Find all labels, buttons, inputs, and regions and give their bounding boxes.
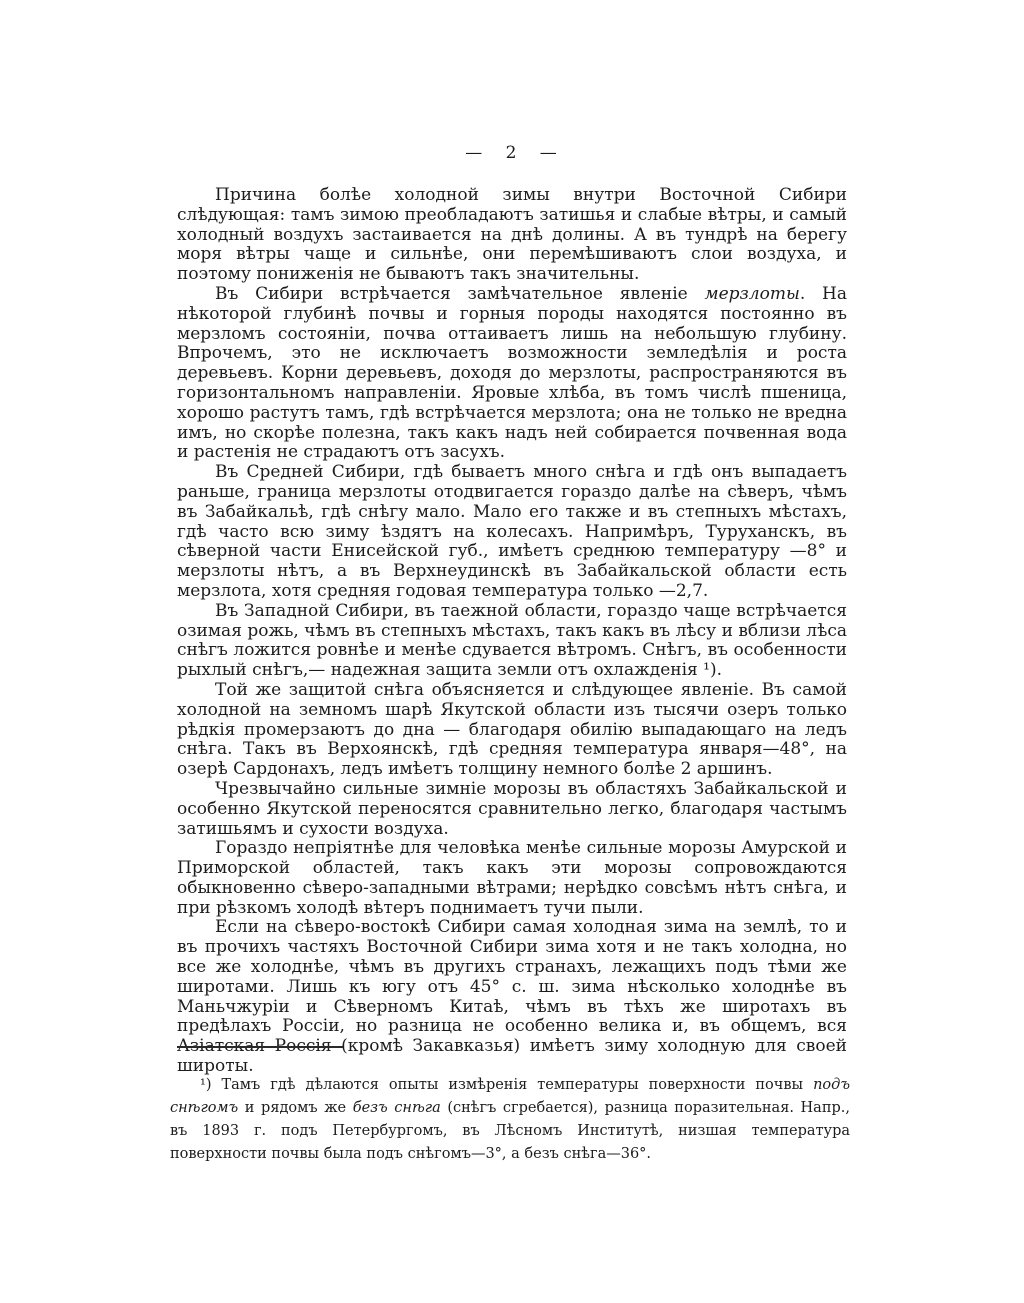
page-number: — 2 — [465, 143, 559, 163]
footnote [170, 1074, 850, 1166]
paragraph [177, 602, 847, 681]
paragraph [177, 186, 847, 285]
text-segment: Причина болѣе холодной зимы внутри Восточной Сибири слѣдующая: тамъ зимою преобладаютъ затишья и слабые вѣтры, и самый холодный воздухъ застаивается на днѣ долины. А въ тундрѣ на берегу моря вѣтры чаще и сильнѣе, они перемѣшиваютъ слои воздуха, и поэтому пониженія не бываютъ такъ значительны. [177, 185, 847, 285]
text-segment: Въ Сибири встрѣчается замѣчательное явленіе [215, 283, 705, 304]
text-segment: Въ Средней Сибири, гдѣ бываетъ много снѣга и гдѣ онъ выпадаетъ раньше, граница мерзлоты отодвигается гораздо далѣе на сѣверъ, чѣмъ въ Забайкальѣ, гдѣ снѣгу мало. Мало его также и въ степныхъ мѣстахъ, гдѣ часто всю зиму ѣздятъ на колесахъ. Напримѣръ, Туруханскъ, въ сѣверной части Енисейской губ., имѣетъ среднюю температуру —8° и мерзлоты нѣтъ, а въ Верхнеудинскѣ въ Забайкальской области есть мерзлота, хотя средняя годовая температура только —2,7. [177, 462, 847, 601]
paragraph [177, 285, 847, 463]
text-segment: ¹) Тамъ гдѣ дѣлаются опыты измѣренія температуры поверхности почвы [200, 1077, 814, 1093]
text-segment: и рядомъ же [238, 1100, 353, 1116]
paragraph [177, 681, 847, 780]
paragraph [177, 463, 847, 602]
italic-text-segment: мерзлоты [704, 283, 800, 304]
paragraph [177, 780, 847, 839]
text-segment: Чрезвычайно сильные зимніе морозы въ областяхъ Забайкальской и особенно Якутской переносятся сравнительно легко, благодаря частымъ затишьямъ и сухости воздуха. [177, 778, 847, 839]
text-segment: (снѣгъ сгребается), разница поразительная. Напр., въ 1893 г. подъ Петербургомъ, въ Лѣсномъ Институтѣ, низшая температура поверхности почвы была подъ снѣгомъ—3°, а безъ снѣга—36°. [170, 1100, 850, 1162]
text-segment: Той же защитой снѣга объясняется и слѣдующее явленіе. Въ самой холодной на земномъ шарѣ Якутской области изъ тысячи озеръ только рѣдкія промерзаютъ до дна — благодаря обилію выпадающаго на ледъ снѣга. Такъ въ Верхоянскѣ, гдѣ средняя температура января—48°, на озерѣ Сардонахъ, ледъ имѣетъ толщину немного болѣе 2 аршинъ. [177, 679, 847, 780]
text-segment: Если на сѣверо-востокѣ Сибири самая холодная зима на землѣ, то и въ прочихъ частяхъ Восточной Сибири зима хотя и не такъ холодна, но все же холоднѣе, чѣмъ въ другихъ странахъ, лежащихъ подъ тѣми же широтами. Лишь къ югу отъ 45° с. ш. зима нѣсколько холоднѣе въ Маньчжуріи и Сѣверномъ Китаѣ, чѣмъ въ тѣхъ же широтахъ въ предѣлахъ Россіи, но разница не особенно велика и, въ общемъ, вся Азіатская Россія (кромѣ Закавказья) имѣетъ зиму холодную для своей широты. [177, 917, 847, 1077]
body-text [177, 186, 847, 1077]
italic-text-segment: безъ снѣга [352, 1100, 441, 1116]
italic-text-segment: подъ снѣгомъ [170, 1077, 850, 1116]
footnote-separator [177, 1046, 343, 1048]
paragraph [177, 918, 847, 1076]
text-segment: . На нѣкоторой глубинѣ почвы и горныя породы находятся постоянно въ мерзломъ состояніи, почва оттаиваетъ лишь на небольшую глубину. Впрочемъ, это не исключаетъ возможности земледѣлія и роста деревьевъ. Корни деревьевъ, доходя до мерзлоты, распространяются въ горизонтальномъ направленіи. Яровые хлѣба, въ томъ числѣ пшеница, хорошо растутъ тамъ, гдѣ встрѣчается мерзлота; она не только не вредна имъ, но скорѣе полезна, такъ какъ надъ ней собирается почвенная вода и растенія не страдаютъ отъ засухъ. [177, 283, 847, 463]
paragraph [170, 1074, 850, 1166]
text-segment: Въ Западной Сибири, въ таежной области, гораздо чаще встрѣчается озимая рожь, чѣмъ въ степныхъ мѣстахъ, такъ какъ въ лѣсу и вблизи лѣса снѣгъ ложится ровнѣе и менѣе сдувается вѣтромъ. Снѣгъ, въ особенности рыхлый снѣгъ,— надежная защита земли отъ охлажденія ¹). [177, 600, 847, 681]
paragraph [177, 839, 847, 918]
text-segment: Гораздо непріятнѣе для человѣка менѣе сильные морозы Амурской и Приморской областей, такъ какъ эти морозы сопровождаются обыкновенно сѣверо-западными вѣтрами; нерѣдко совсѣмъ нѣтъ снѣга, и при рѣзкомъ холодѣ вѣтеръ поднимаетъ тучи пыли. [177, 838, 847, 918]
